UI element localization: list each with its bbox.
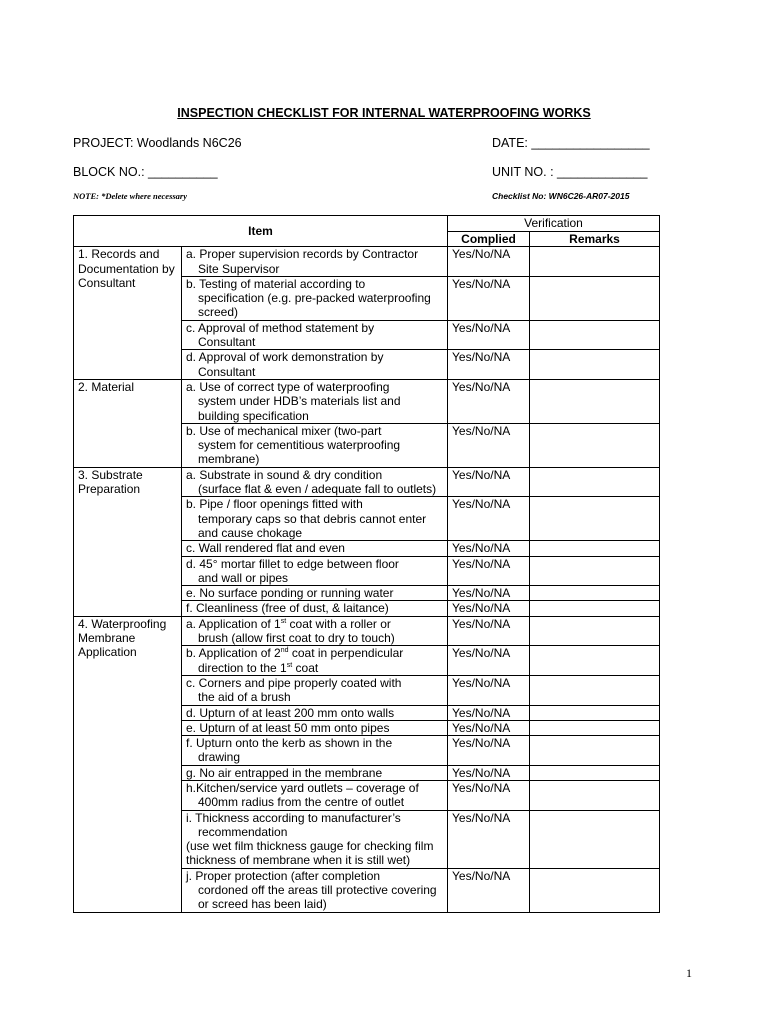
unit-field: UNIT NO. : _____________ bbox=[492, 165, 648, 179]
remarks-cell[interactable] bbox=[530, 720, 660, 735]
section-title: 1. Records and Documentation by Consultant bbox=[74, 247, 182, 380]
complied-cell[interactable]: Yes/No/NA bbox=[448, 247, 530, 277]
remarks-cell[interactable] bbox=[530, 736, 660, 766]
remarks-cell[interactable] bbox=[530, 780, 660, 810]
check-item: j. Proper protection (after completion cordoned off the areas till protective covering or screed has been laid) bbox=[182, 868, 448, 912]
remarks-cell[interactable] bbox=[530, 646, 660, 676]
remarks-cell[interactable] bbox=[530, 705, 660, 720]
note: NOTE: *Delete where necessary bbox=[73, 191, 188, 201]
remarks-cell[interactable] bbox=[530, 556, 660, 586]
complied-cell[interactable]: Yes/No/NA bbox=[448, 705, 530, 720]
date-field: DATE: _________________ bbox=[492, 136, 650, 150]
checklist-number: Checklist No: WN6C26-AR07-2015 bbox=[492, 191, 630, 201]
remarks-cell[interactable] bbox=[530, 276, 660, 320]
check-item: c. Approval of method statement by Consultant bbox=[182, 320, 448, 350]
complied-cell[interactable]: Yes/No/NA bbox=[448, 276, 530, 320]
remarks-cell[interactable] bbox=[530, 616, 660, 646]
item-header: Item bbox=[74, 216, 448, 247]
check-item: d. Approval of work demonstration by Consultant bbox=[182, 350, 448, 380]
complied-header: Complied bbox=[448, 232, 530, 247]
section-title: 2. Material bbox=[74, 379, 182, 467]
complied-cell[interactable]: Yes/No/NA bbox=[448, 780, 530, 810]
remarks-cell[interactable] bbox=[530, 765, 660, 780]
check-item: b. Use of mechanical mixer (two-part system for cementitious waterproofing membrane) bbox=[182, 423, 448, 467]
project-field: PROJECT: Woodlands N6C26 bbox=[73, 136, 242, 150]
check-item: d. 45° mortar fillet to edge between floor and wall or pipes bbox=[182, 556, 448, 586]
complied-cell[interactable]: Yes/No/NA bbox=[448, 586, 530, 601]
table-row bbox=[74, 247, 660, 277]
check-item: a. Substrate in sound & dry condition (surface flat & even / adequate fall to outlets) bbox=[182, 467, 448, 497]
complied-cell[interactable]: Yes/No/NA bbox=[448, 423, 530, 467]
complied-cell[interactable]: Yes/No/NA bbox=[448, 467, 530, 497]
remarks-cell[interactable] bbox=[530, 379, 660, 423]
remarks-cell[interactable] bbox=[530, 467, 660, 497]
page-number: 1 bbox=[686, 966, 692, 980]
remarks-cell[interactable] bbox=[530, 541, 660, 556]
complied-cell[interactable]: Yes/No/NA bbox=[448, 320, 530, 350]
section-title: 3. Substrate Preparation bbox=[74, 467, 182, 616]
checklist-table bbox=[73, 215, 660, 913]
check-item: c. Wall rendered flat and even bbox=[182, 541, 448, 556]
check-item: a. Proper supervision records by Contractor Site Supervisor bbox=[182, 247, 448, 277]
check-item: b. Testing of material according to specification (e.g. pre-packed waterproofing screed) bbox=[182, 276, 448, 320]
remarks-cell[interactable] bbox=[530, 320, 660, 350]
table-row bbox=[74, 616, 660, 646]
complied-cell[interactable]: Yes/No/NA bbox=[448, 541, 530, 556]
check-item: h.Kitchen/service yard outlets – coverage of 400mm radius from the centre of outlet bbox=[182, 780, 448, 810]
complied-cell[interactable]: Yes/No/NA bbox=[448, 616, 530, 646]
check-item: d. Upturn of at least 200 mm onto walls bbox=[182, 705, 448, 720]
check-item: g. No air entrapped in the membrane bbox=[182, 765, 448, 780]
remarks-cell[interactable] bbox=[530, 497, 660, 541]
complied-cell[interactable]: Yes/No/NA bbox=[448, 810, 530, 868]
check-item: c. Corners and pipe properly coated with the aid of a brush bbox=[182, 675, 448, 705]
check-item: a. Use of correct type of waterproofing system under HDB’s materials list and building specification bbox=[182, 379, 448, 423]
check-item: i. Thickness according to manufacturer’s recommendation (use wet film thickness gauge for checking film thickness of membrane when it is still wet) bbox=[182, 810, 448, 868]
complied-cell[interactable]: Yes/No/NA bbox=[448, 556, 530, 586]
remarks-header: Remarks bbox=[530, 232, 660, 247]
complied-cell[interactable]: Yes/No/NA bbox=[448, 350, 530, 380]
complied-cell[interactable]: Yes/No/NA bbox=[448, 379, 530, 423]
check-item: a. Application of 1st coat with a roller or brush (allow first coat to dry to touch) bbox=[182, 616, 448, 646]
complied-cell[interactable]: Yes/No/NA bbox=[448, 601, 530, 616]
remarks-cell[interactable] bbox=[530, 810, 660, 868]
check-item: f. Cleanliness (free of dust, & laitance) bbox=[182, 601, 448, 616]
complied-cell[interactable]: Yes/No/NA bbox=[448, 868, 530, 912]
block-field: BLOCK NO.: __________ bbox=[73, 165, 218, 179]
remarks-cell[interactable] bbox=[530, 350, 660, 380]
complied-cell[interactable]: Yes/No/NA bbox=[448, 720, 530, 735]
check-item: e. Upturn of at least 50 mm onto pipes bbox=[182, 720, 448, 735]
remarks-cell[interactable] bbox=[530, 868, 660, 912]
complied-cell[interactable]: Yes/No/NA bbox=[448, 675, 530, 705]
remarks-cell[interactable] bbox=[530, 675, 660, 705]
table-row bbox=[74, 379, 660, 423]
checklist-body bbox=[74, 247, 660, 912]
document-title: INSPECTION CHECKLIST FOR INTERNAL WATERPROOFING WORKS bbox=[177, 106, 591, 120]
check-item: b. Application of 2nd coat in perpendicular direction to the 1st coat bbox=[182, 646, 448, 676]
section-title: 4. Waterproofing Membrane Application bbox=[74, 616, 182, 912]
remarks-cell[interactable] bbox=[530, 601, 660, 616]
complied-cell[interactable]: Yes/No/NA bbox=[448, 646, 530, 676]
complied-cell[interactable]: Yes/No/NA bbox=[448, 736, 530, 766]
check-item: e. No surface ponding or running water bbox=[182, 586, 448, 601]
complied-cell[interactable]: Yes/No/NA bbox=[448, 497, 530, 541]
remarks-cell[interactable] bbox=[530, 423, 660, 467]
remarks-cell[interactable] bbox=[530, 247, 660, 277]
complied-cell[interactable]: Yes/No/NA bbox=[448, 765, 530, 780]
remarks-cell[interactable] bbox=[530, 586, 660, 601]
check-item: f. Upturn onto the kerb as shown in the drawing bbox=[182, 736, 448, 766]
verification-header: Verification bbox=[448, 216, 660, 232]
table-row bbox=[74, 467, 660, 497]
check-item: b. Pipe / floor openings fitted with temporary caps so that debris cannot enter and cause chokage bbox=[182, 497, 448, 541]
